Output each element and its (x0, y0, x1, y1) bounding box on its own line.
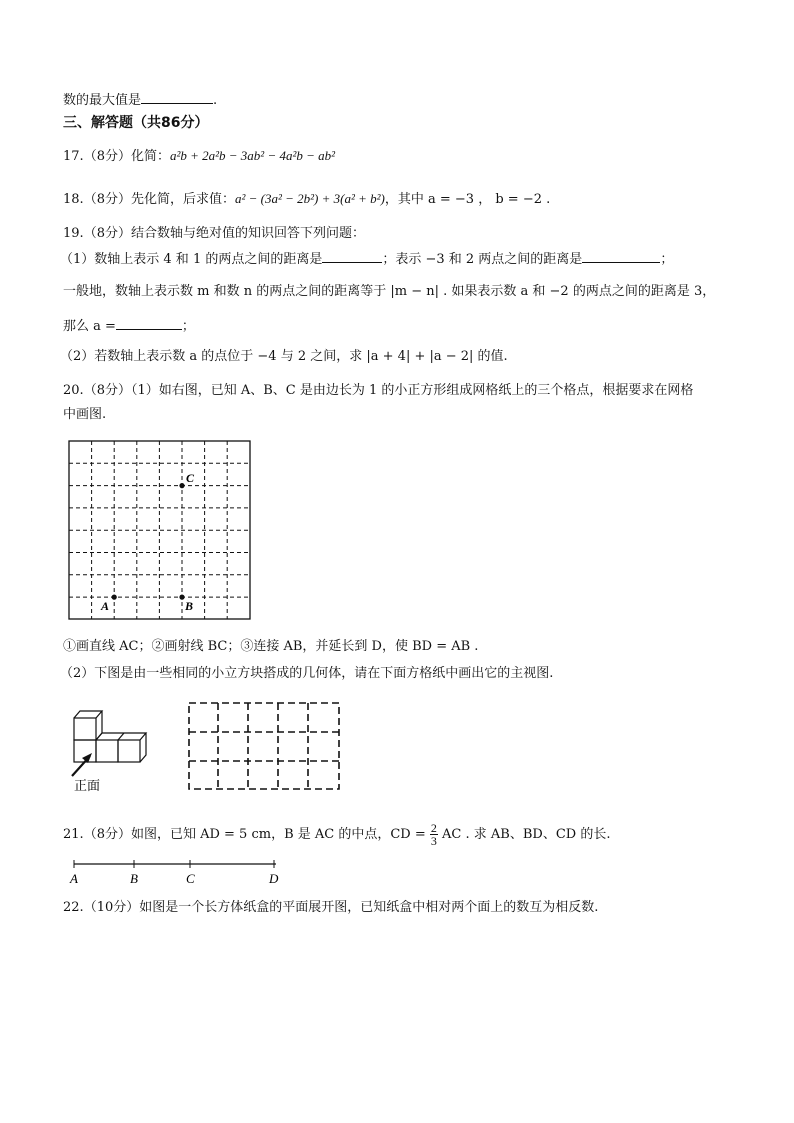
fraction-denominator: 3 (430, 834, 437, 848)
question-stem: （8分）（1）如右图，已知 A、B、C 是由边长为 1 的小正方形组成网格纸上的三个格点，根据要求在网格 (83, 383, 694, 398)
part-text: ； (660, 252, 674, 267)
question-stem: （8分）化简： (83, 149, 170, 164)
question-stem: （8分）如图，已知 AD = 5 cm，B 是 AC 的中点，CD = (83, 827, 426, 842)
question-17 (63, 147, 335, 166)
point-b (179, 595, 184, 600)
section-title: 三、解答题（共86分） (63, 115, 209, 131)
question-20-part2: （2）下图是由一些相同的小立方块搭成的几何体，请在下面方格纸中画出它的主视图. (60, 666, 554, 681)
label-b: B (185, 599, 194, 613)
question-number: 19. (63, 226, 84, 241)
cubes-figure (66, 704, 162, 796)
answer-blank (322, 249, 382, 263)
question-number: 17. (63, 149, 84, 164)
label-a: A (101, 599, 110, 613)
q16-tail (63, 90, 217, 110)
q16-end: . (213, 93, 218, 108)
label-a: A (70, 871, 78, 886)
part-text: ；表示 −3 和 2 两点之间的距离是 (382, 252, 583, 267)
question-19-answer-a (63, 316, 195, 336)
front-label: 正面 (74, 778, 101, 793)
label-d: D (269, 871, 279, 886)
question-number: 20. (63, 383, 84, 398)
part-text: 那么 a = (63, 319, 116, 334)
question-20-line1 (63, 382, 693, 400)
question-stem: （8分）结合数轴与绝对值的知识回答下列问题： (83, 226, 365, 241)
part-text: ； (181, 319, 195, 334)
fraction (430, 822, 438, 847)
segment-figure (66, 856, 292, 888)
point-a (112, 595, 117, 600)
point-c (179, 483, 184, 488)
question-19-part2 (60, 348, 508, 366)
question-stem: AC . 求 AB、BD、CD 的长. (442, 827, 611, 842)
question-18 (63, 190, 550, 209)
grid-border (69, 441, 250, 619)
grid-figure (68, 440, 254, 622)
question-number: 18. (63, 192, 84, 207)
answer-blank (141, 90, 213, 104)
answer-blank (116, 316, 182, 330)
label-c: C (186, 871, 195, 886)
question-20-instructions: ①画直线 AC；②画射线 BC；③连接 AB，并延长到 D，使 BD = AB . (63, 639, 479, 654)
grid-lines (69, 441, 250, 619)
question-22 (63, 899, 598, 917)
question-number: 22. (63, 900, 84, 915)
question-stem: （10分）如图是一个长方体纸盒的平面展开图，已知纸盒中相对两个面上的数互为相反数. (83, 900, 599, 915)
question-stem: （8分）先化简，后求值： (83, 192, 235, 207)
condition: ，其中 a = −3 ， b = −2 . (384, 192, 551, 207)
question-20-line2: 中画图. (63, 407, 107, 422)
part-text: （1）数轴上表示 4 和 1 的两点之间的距离是 (60, 252, 323, 267)
q16-text: 数的最大值是 (63, 93, 142, 108)
answer-grid (186, 700, 342, 792)
answer-blank (582, 249, 660, 263)
expression: a²b + 2a²b − 3ab² − 4a²b − ab² (169, 148, 336, 163)
label-b: B (130, 871, 138, 886)
part-text: （2）若数轴上表示数 a 的点位于 −4 与 2 之间，求 |a + 4| + |a − 2| 的值. (60, 349, 508, 364)
question-19-stem (63, 225, 365, 243)
question-19-part1 (60, 249, 673, 269)
question-21 (63, 822, 610, 847)
question-19-general (63, 283, 715, 301)
part-text: 一般地，数轴上表示数 m 和数 n 的两点之间的距离等于 |m − n| . 如果表示数 a 和 −2 的两点之间的距离是 3， (63, 284, 716, 299)
fraction-numerator: 2 (430, 821, 437, 835)
label-c: C (186, 471, 195, 485)
expression: a² − (3a² − 2b²) + 3(a² + b²) (234, 191, 385, 206)
question-number: 21. (63, 827, 84, 842)
